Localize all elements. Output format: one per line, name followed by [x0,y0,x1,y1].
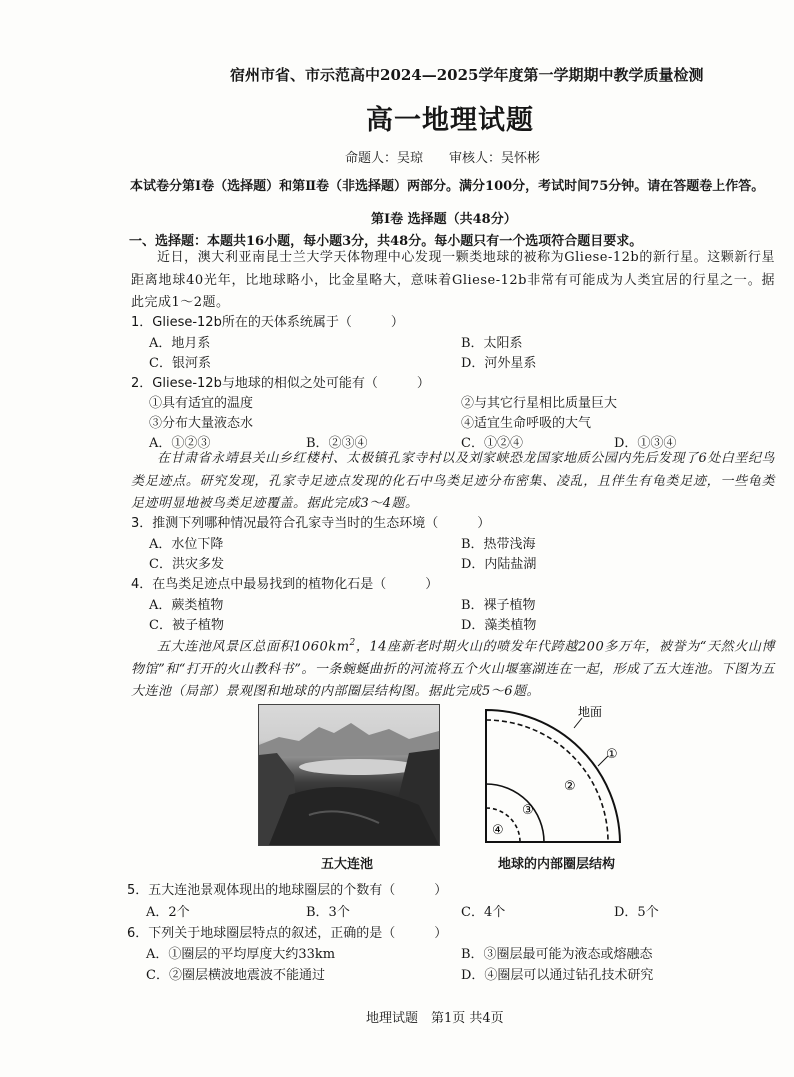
question-2-option-a: A．①②③ [149,436,211,451]
school-exam-line: 宿州市省、市示范高中2024—2025学年度第一学期期中教学质量检测 [230,66,704,84]
question-3-option-a: A．水位下降 [149,537,224,552]
question-2-statement-3: ③分布大量液态水 [149,416,254,431]
question-2-statement-2: ②与其它行星相比质量巨大 [461,396,618,411]
question-2-stem: 2．Gliese-12b与地球的相似之处可能有（ ） [131,376,430,391]
question-3-stem: 3．推测下列哪种情况最符合孔家寺当时的生态环境（ ） [131,516,491,531]
question-3-option-d: D．内陆盐湖 [461,557,537,572]
passage-3 [131,632,775,704]
question-4-stem: 4．在鸟类足迹点中最易找到的植物化石是（ ） [131,577,439,592]
authors-line: 命题人：吴琼 审核人：吴怀彬 [345,151,541,166]
wudalianchi-landscape-photo [258,704,440,846]
question-1-option-a: A．地月系 [149,336,211,351]
question-1-option-c: C．银河系 [149,356,211,371]
question-1-option-d: D．河外星系 [461,356,537,371]
question-5-option-b: B．3个 [306,905,350,920]
passage-2: 在甘肃省永靖县关山乡红楼村、太极镇孔家寺村以及刘家峡恐龙国家地质公园内先后发现了6处白垩纪鸟类足迹点。研究发现，孔家寺足迹点发现的化石中鸟类足迹分布密集、凌乱，且伴生有龟类足迹，一些龟类足迹明显地被鸟类足迹覆盖。据此完成3～4题。 [131,451,775,511]
question-2-statement-4: ④适宜生命呼吸的大气 [461,416,592,431]
question-2-option-c: C．①②④ [461,436,523,451]
question-5-option-c: C．4个 [461,905,506,920]
question-1-option-b: B．太阳系 [461,336,523,351]
question-2-option-b: B．②③④ [306,436,368,451]
question-6-option-b: B．③圈层最可能为液态或熔融态 [461,947,653,962]
passage-1: 近日，澳大利亚南昆士兰大学天体物理中心发现一颗类地球的被称为Gliese-12b的新行星。这颗新行星距离地球40光年，比地球略小，比金星略大，意味着Gliese-12b非常有可能成为人类宜居的行星之一。据此完成1～2题。 [131,250,775,310]
layer-4-label: ④ [492,823,504,838]
ground-label: 地面 [578,705,603,719]
section-instruction: 一、选择题：本题共16小题，每小题3分，共48分。每小题只有一个选项符合题目要求。 [129,234,643,249]
question-4-option-b: B．裸子植物 [461,598,536,613]
question-5-option-a: A．2个 [146,905,190,920]
question-6-option-d: D．④圈层可以通过钻孔技术研究 [461,968,654,983]
question-4-option-c: C．被子植物 [149,618,224,633]
passage-3-part-1: 五大连池风景区总面积1060km [157,639,350,655]
layer-1-boundary [486,720,608,842]
exam-intro: 本试卷分第Ⅰ卷（选择题）和第Ⅱ卷（非选择题）两部分。满分100分，考试时间75分钟。请在答题卷上作答。 [130,179,765,194]
photo-caption: 五大连池 [321,857,374,872]
earth-interior-diagram [480,700,640,850]
page-footer: 地理试题 第1页 共4页 [366,1011,504,1026]
section-title: 第Ⅰ卷 选择题（共48分） [371,212,517,227]
question-2-option-d: D．①③④ [614,436,677,451]
layer-1-label: ① [606,747,618,762]
question-5-option-d: D．5个 [614,905,659,920]
question-3-option-c: C．洪灾多发 [149,557,224,572]
ground-leader-line [574,718,582,728]
diagram-caption: 地球的内部圈层结构 [498,857,616,872]
question-4-option-d: D．藻类植物 [461,618,537,633]
diagram-outer-frame [486,710,620,842]
page-title: 高一地理试题 [366,105,534,136]
question-1-stem: 1．Gliese-12b所在的天体系统属于（ ） [131,315,404,330]
question-3-option-b: B．热带浅海 [461,537,536,552]
question-2-statement-1: ①具有适宜的温度 [149,396,254,411]
question-6-option-a: A．①圈层的平均厚度大约33km [146,947,336,962]
layer-2-label: ② [564,779,576,794]
question-6-option-c: C．②圈层横波地震波不能通过 [146,968,325,983]
question-6-stem: 6．下列关于地球圈层特点的叙述，正确的是（ ） [127,926,448,941]
passage-3-superscript: 2 [349,638,356,648]
question-5-stem: 5．五大连池景观体现出的地球圈层的个数有（ ） [127,883,448,898]
question-4-option-a: A．蕨类植物 [149,598,224,613]
layer-3-label: ③ [522,803,534,818]
passage-3-part-2: ，14座新老时期火山的喷发年代跨越200多万年，被誉为“天然火山博物馆”和“打开的火山教科书”。一条蜿蜒曲折的河流将五个火山堰塞湖连在一起，形成了五大连池。下图为五大连池（局部）景观图和地球的内部圈层结构图。据此完成5～6题。 [131,639,775,700]
